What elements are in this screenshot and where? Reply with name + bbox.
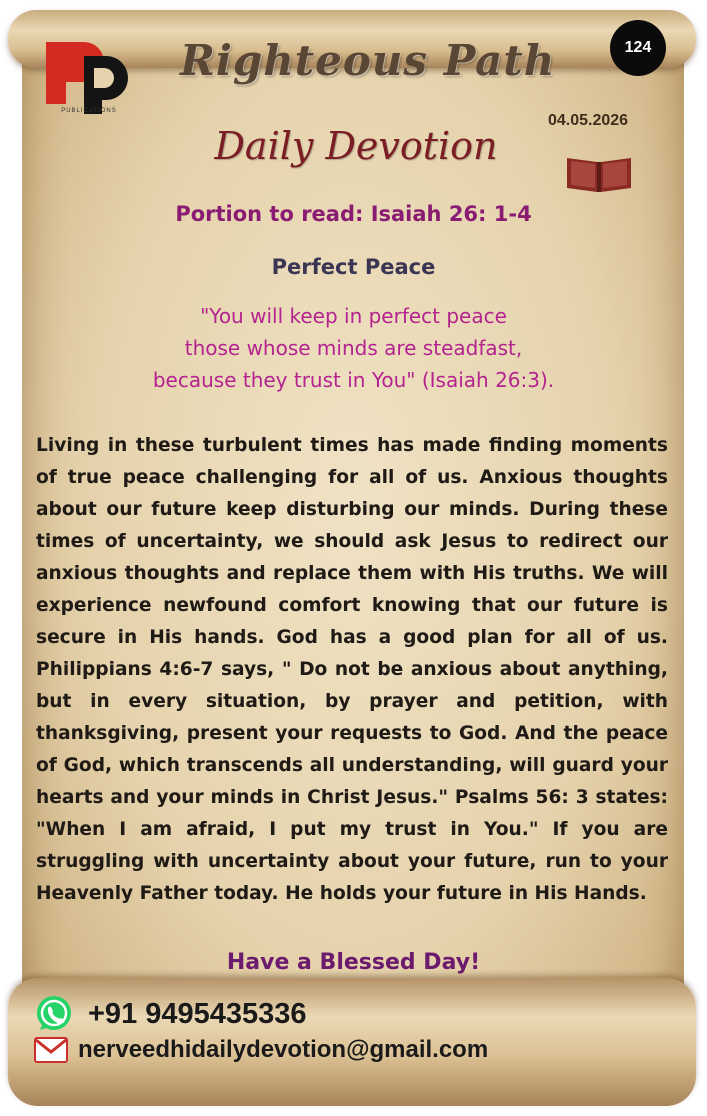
mail-icon <box>34 1037 68 1063</box>
page-subtitle: Daily Devotion <box>214 124 498 168</box>
verse-line: "You will keep in perfect peace <box>200 304 507 328</box>
devotion-body: Living in these turbulent times has made finding moments of true peace challenging for all of us. Anxious thoughts about our future keep disturbing our minds. During these times of uncertainty, we should ask Jesus to redirect our anxious thoughts and replace them with His truths. We will experience newfound comfort knowing that our future is secure in His hands. God has a good plan for all of us. Philippians 4:6-7 says, " Do not be anxious about anything, but in every situation, by prayer and petition, with thanksgiving, present your requests to God. And the peace of God, which transcends all understanding, will guard your hearts and your minds in Christ Jesus." Psalms 56: 3 states: "When I am afraid, I put my trust in You." If you are struggling with uncertainty about your future, run to your Heavenly Father today. He holds your future in His Hands. <box>36 435 668 904</box>
page-number-badge: 124 <box>610 20 666 76</box>
verse-line: because they trust in You" (Isaiah 26:3). <box>152 368 555 392</box>
email-address[interactable]: nerveedhidailydevotion@gmail.com <box>78 1036 489 1063</box>
key-verse <box>0 300 707 396</box>
phone-number[interactable]: +91 9495435336 <box>88 997 307 1030</box>
closing-blessing: Have a Blessed Day! <box>226 950 481 975</box>
reading-portion: Portion to read: Isaiah 26: 1-4 <box>175 202 532 226</box>
email-contact[interactable] <box>34 1036 488 1064</box>
devotion-heading: Perfect Peace <box>271 255 436 279</box>
verse-line: those whose minds are steadfast, <box>184 336 523 360</box>
open-book-icon <box>565 152 633 194</box>
devotion-date: 04.05.2026 <box>548 112 629 129</box>
whatsapp-icon <box>34 994 74 1034</box>
logo-subtext: PUBLICATIONS <box>61 108 117 114</box>
page-title: Righteous Path <box>180 36 556 85</box>
phone-contact[interactable] <box>34 994 307 1034</box>
publisher-logo <box>44 36 134 118</box>
